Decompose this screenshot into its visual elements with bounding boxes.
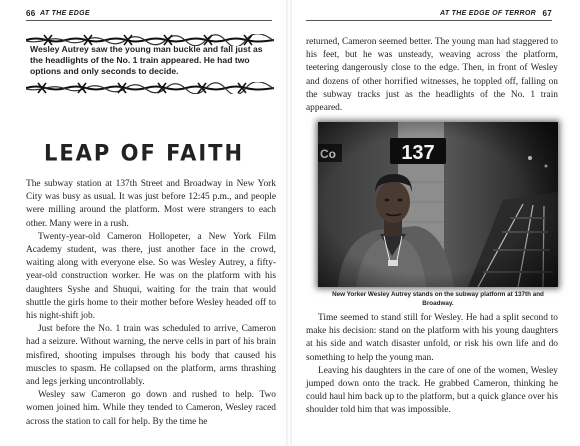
left-paragraph-2: Twenty-year-old Cameron Hollopeter, a New York Film Academy student, was there, just another face in the crowd, waiting along with everyone else. So was Wesley Autrey, a fifty-year-old construction worker. He was on the platform with his daughters Syshe and Shuqui, waiting for the train that would shuttle the girls home to their mother before Wesley headed off to his night-shift job. [26,231,276,322]
right-body-text-bottom [306,312,558,418]
right-paragraph-2: Leaving his daughters in the care of one of the women, Wesley jumped down onto the track. He grabbed Cameron, thinking he could haul him back up to the platform, but a quick glance over his shoulder told him that was impossible. [306,365,558,416]
left-body-text [26,178,276,429]
left-paragraph-1: The subway station at 137th Street and Broadway in New York City was busy as usual. It was just before 12:45 p.m., and people were milling around the platform. Most were strangers to each other. Many were in a rush. [26,179,276,229]
pull-quote: Wesley Autrey saw the young man buckle and fall just as the headlights of the No. 1 train appeared. He had two options and only seconds to decide. [30,44,263,76]
left-running-title: AT THE EDGE [40,10,90,17]
right-paragraph-continued: returned, Cameron seemed better. The young man had staggered to his feet, but he was unsteady, weaving across the platform, teetering dangerously close to the edge. Then, in front of Wesley and dozens of other horrified witnesses, he toppled off, falling on the subway tracks just as the headlights of the No. 1 train appeared. [306,37,558,114]
right-paragraph-1: Time seemed to stand still for Wesley. He had a split second to make his decision: stand on the platform with his young daughters at his side and watch disaster unfold, or risk his own life and do something to help the young man. [306,313,558,363]
left-running-head [26,9,272,21]
left-page [0,0,288,446]
right-body-text-top [306,36,558,115]
barbed-wire-bottom [26,82,274,94]
subway-photo [318,122,558,287]
left-paragraph-4: Wesley saw Cameron go down and rushed to help. Two women joined him. While they tended to Cameron, Wesley raced across the station to call for help. By the time he [26,390,276,427]
photo-caption: New Yorker Wesley Autrey stands on the subway platform at 137th and Broadway. [332,291,544,307]
right-page [292,0,580,446]
right-page-number: 67 [542,9,552,18]
left-paragraph-3: Just before the No. 1 train was scheduled to arrive, Cameron had a seizure. Without warning, the nerve cells in part of his brain misfired, shooting impulses through his body that caused his muscles to spasm. He collapsed on the platform, arms thrashing and legs jerking uncontrollably. [26,324,276,388]
left-page-number: 66 [26,9,36,18]
right-running-title: AT THE EDGE OF TERROR [439,10,536,17]
right-running-head [306,9,552,21]
chapter-title: LEAP OF FAITH [43,140,245,166]
